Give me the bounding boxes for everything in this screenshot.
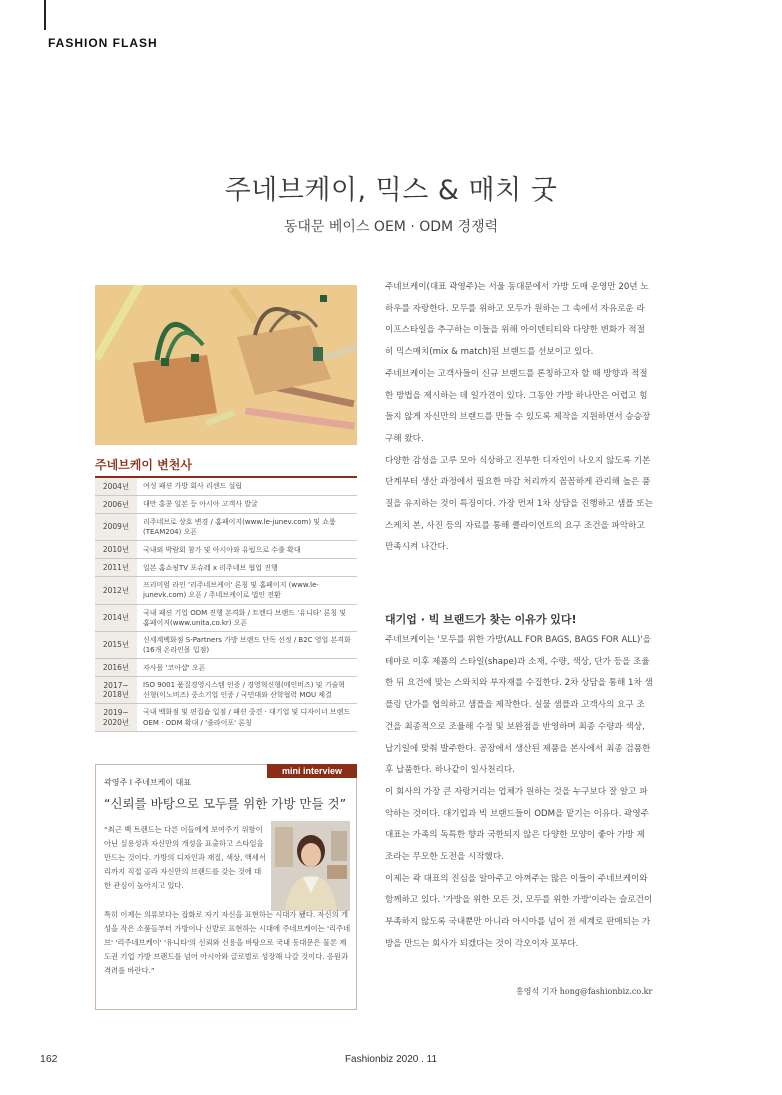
history-row	[95, 605, 357, 632]
history-text: 프리미엄 라인 '리주네브케이' 론칭 및 홈페이지 (www.le-junevk.com) 오픈 / 주네브케이로 법인 전환	[143, 581, 319, 600]
ceo-portrait-photo	[271, 821, 350, 911]
interview-tag: mini interview	[267, 764, 357, 778]
byline: 홍영석 기자 hong@fashionbiz.co.kr	[516, 987, 653, 996]
history-year: 2016년	[95, 659, 137, 676]
history-text: 신세계백화점 S-Partners 가방 브랜드 단독 선정 / B2C 영업 본격화(16개 온라인몰 입점)	[143, 635, 351, 654]
interview-body-part1: “최근 백 트렌드는 다른 이들에게 보여주기 위함이 아닌 실용성과 자신만의 개성을 표출하고 스타일을 만드는 것이다. 가방의 디자인과 재질, 색상, 액세서리까지 직접 골라 자신만의 브랜드를 갖는 것에 대한 관심이 높아지고 있다.	[104, 825, 266, 890]
history-row	[95, 514, 357, 541]
history-row	[95, 496, 357, 514]
history-text: 국내 백화점 및 편집숍 입점 / 패션 중견 · 대기업 및 디자이너 브랜드 OEM · ODM 확대 / '줄라이포' 론칭	[143, 708, 351, 727]
body-paragraph: 다양한 감성을 고루 모아 식상하고 진부한 디자인이 나오지 않도록 기본 단계부터 생산 과정에서 필요한 마감 처리까지 꼼꼼하게 관리해 높은 품질을 유지하는 것이 특징이다. 가장 먼저 1차 상담을 진행하고 샘플 또는 스케치 본, 사진 등의 자료를 통해 클라이언트의 요구 조건을 파악하고 만족시켜 나간다.	[385, 455, 653, 553]
history-year: 2006년	[95, 496, 137, 513]
history-row	[95, 559, 357, 577]
page-number: 162	[40, 1053, 58, 1065]
history-year: 2015년	[95, 632, 137, 658]
history-year: 2004년	[95, 478, 137, 495]
history-row	[95, 659, 357, 677]
article-title: 주네브케이, 믹스 & 매치 굿	[224, 175, 558, 206]
interview-quote: “신뢰를 바탕으로 모두를 위한 가방 만들 것”	[104, 796, 347, 811]
history-row	[95, 577, 357, 604]
history-text: 자사몰 '코아샵' 오픈	[143, 663, 206, 672]
history-text: 일본 홈쇼핑TV 포슈레 x 리주네브 협업 진행	[143, 563, 278, 572]
history-year: 2010년	[95, 541, 137, 558]
body-paragraph: 주네브케이는 '모두를 위한 가방(ALL FOR BAGS, BAGS FOR ALL)'을 테마로 이후 제품의 스타일(shape)과 소재, 수량, 색상, 단가 등을 조율한 뒤 요건에 맞는 스와치와 부자재를 수집한다. 2차 상담을 통해 1차 샘플링 단가를 협의하고 샘플을 제작한다. 실물 샘플과 고객사의 요구 조건을 최종적으로 조율해 수정 및 보완점을 반영하며 최종 수량과 색상, 납기일에 맞춰 발주한다. 공장에서 생산된 제품을 본사에서 최종 검품한 후 납품한다. 하나같이 일사천리다.	[385, 635, 653, 776]
history-year: 2011년	[95, 559, 137, 576]
interviewee-name: 곽영주 l 주네브케이 대표	[104, 778, 192, 787]
mini-interview-box	[95, 764, 357, 1010]
history-text: 국내외 박람회 참가 및 아시아와 유럽으로 수출 확대	[143, 545, 301, 554]
article-subheading: 대기업 · 빅 브랜드가 찾는 이유가 있다!	[385, 613, 577, 626]
history-text: ISO 9001 품질경영시스템 인증 / 경영혁신형(메인비즈) 및 기술혁신형(이노비즈) 중소기업 인증 / 국민대와 산학협력 MOU 체결	[143, 681, 345, 700]
history-text: 여성 패션 가방 회사 리센드 설립	[143, 482, 243, 491]
body-paragraph: 이 회사의 가장 큰 자랑거리는 업체가 원하는 것을 누구보다 잘 알고 파악하는 것이다. 대기업과 빅 브랜드들이 ODM을 맡기는 이유다. 곽영주 대표는 가족의 독특한 향과 국한되지 않은 다양한 모양이 좋아 가방 제조라는 무모한 도전을 시작했다.	[385, 786, 649, 863]
body-paragraph: 주네브케이(대표 곽영주)는 서울 동대문에서 가방 도매 운영만 20년 노하우를 자랑한다. 모두를 위하고 모두가 원하는 그 속에서 자유로운 라이프스타일을 추구하는 이들을 위해 아이덴티티와 다양한 변화가 적절히 믹스매치(mix & match)된 브랜드를 선보이고 있다.	[385, 282, 649, 358]
history-text: 대만 홍콩 일본 등 아시아 고객사 발굴	[143, 500, 258, 509]
history-year: 2017~ 2018년	[95, 677, 137, 703]
section-label: FASHION FLASH	[48, 36, 158, 50]
history-year: 2014년	[95, 605, 137, 631]
body-paragraph: 이제는 곽 대표의 진심을 알아주고 아껴주는 많은 이들이 주네브케이와 함께하고 있다. '가방을 위한 모든 것, 모두를 위한 가방'이라는 슬로건이 부족하지 않도록 국내뿐만 아니라 아시아를 넘어 전 세계로 판매되는 가방을 만드는 회사가 되겠다는 것이 각오이자 포부다.	[385, 873, 653, 949]
bag-product-photo	[95, 285, 357, 445]
history-year: 2009년	[95, 514, 137, 540]
portrait-illustration	[271, 821, 350, 911]
history-row	[95, 677, 357, 704]
history-title: 주네브케이 변천사	[95, 458, 192, 472]
interview-body-part2: 특히 이제는 의류보다는 잡화로 자기 자신을 표현하는 시대가 됐다. 자신의 개성을 작은 소품들부터 가방이나 신발로 표현하는 시대에 주네브케이는 '리주네브' '리주네브케이' '유니타'의 신뢰와 신용을 바탕으로 국내 동대문은 물론 제도권 기업 가방 브랜드를 넘어 아시아와 글로벌로 성장해 나갈 것이다. 응원과 격려를 바란다.”	[104, 910, 351, 975]
history-text: 국내 패션 기업 ODM 진행 본격화 / 트렌디 브랜드 '유니타' 론칭 및 홈페이지(www.unita.co.kr) 오픈	[143, 608, 347, 627]
magazine-footer: Fashionbiz 2020 . 11	[344, 1054, 438, 1065]
history-year: 2019~ 2020년	[95, 704, 137, 730]
article-body-part2	[385, 630, 653, 956]
bag-illustration	[95, 285, 357, 445]
header-rule	[44, 0, 46, 30]
article-subtitle: 동대문 베이스 OEM · ODM 경쟁력	[283, 219, 499, 235]
history-row	[95, 704, 357, 731]
history-row	[95, 632, 357, 659]
history-table	[95, 476, 357, 732]
history-year: 2012년	[95, 577, 137, 603]
body-paragraph: 주네브케이는 고객사들이 신규 브랜드를 론칭하고자 할 때 방향과 적절한 방법을 제시하는 데 일가견이 있다. 그동안 가방 하나만은 어렵고 힘들지 않게 자신만의 브랜드를 만들 수 있도록 제작을 지원하면서 승승장구해 왔다.	[385, 368, 651, 444]
history-text: 리주네브로 상호 변경 / 홈페이지(www.le-junev.com) 및 쇼룸(TEAM204) 오픈	[143, 518, 336, 537]
article-body-part1	[385, 277, 653, 559]
history-row	[95, 541, 357, 559]
history-row	[95, 478, 357, 496]
